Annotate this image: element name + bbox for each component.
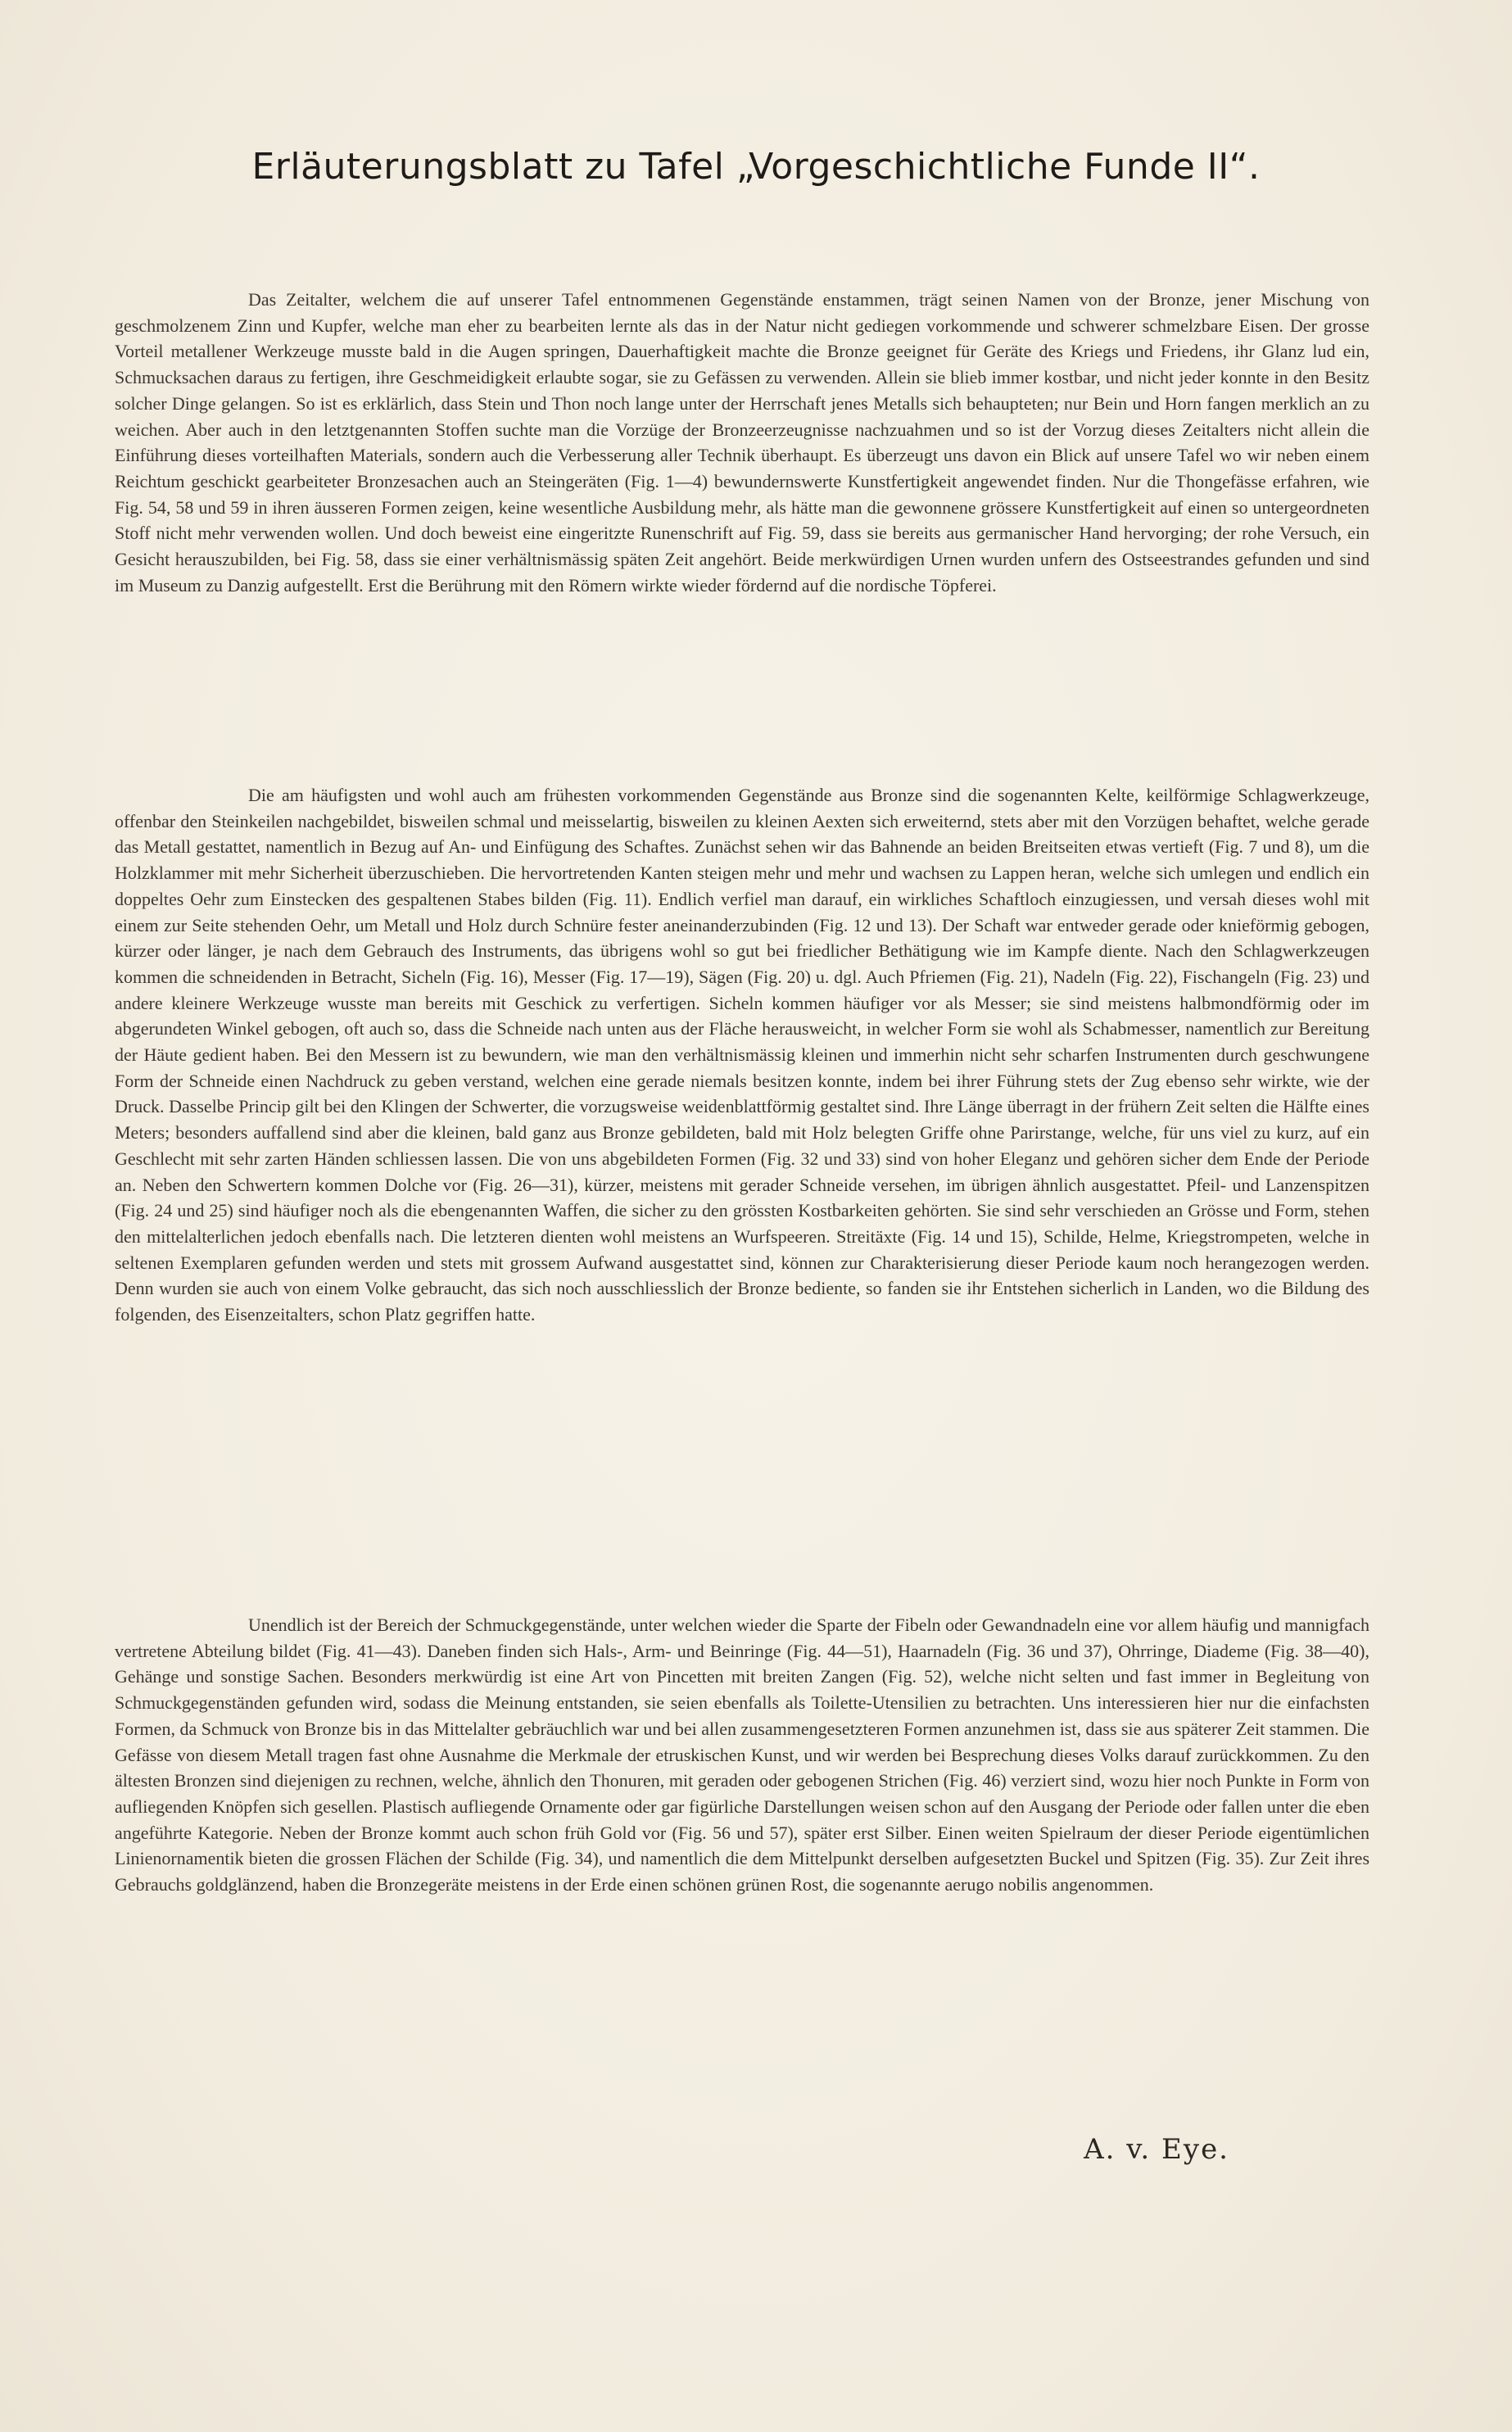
paragraph-tools-weapons xyxy=(115,782,1369,1328)
paragraph-jewelry xyxy=(115,1612,1369,1898)
paragraph-text: Die am häufigsten und wohl auch am frühesten vorkommenden Gegenstände aus Bronze sind die sogenannten Kelte, keilförmige Schlagwerkzeuge, offenbar den Steinkeilen nachgebildet, bisweilen schmal und meisselartig, bisweilen zu kleinen Aexten sich erweiternd, stets aber mit den Vorzügen behaftet, welche gerade das Metall gestattet, namentlich in Bezug auf An- und Einfügung des Schaftes. Zunächst sehen wir das Bahnende an beiden Breitseiten etwas vertieft (Fig. 7 und 8), um die Holzklammer mit mehr Sicherheit überzuschieben. Die hervortretenden Kanten steigen mehr und mehr und wachsen zu Lappen heran, welche sich umlegen und endlich ein doppeltes Oehr zum Einstecken des gespaltenen Stabes bilden (Fig. 11). Endlich verfiel man darauf, ein wirkliches Schaftloch einzugiessen, und versah dieses wohl mit einem zur Seite stehenden Oehr, um Metall und Holz durch Schnüre fester aneinanderzubinden (Fig. 12 und 13). Der Schaft war entweder gerade oder knieförmig gebogen, kürzer oder länger, je nach dem Gebrauch des Instruments, das übrigens wohl so gut bei friedlicher Bethätigung wie im Kampfe diente. Nach den Schlagwerkzeugen kommen die schneidenden in Betracht, Sicheln (Fig. 16), Messer (Fig. 17—19), Sägen (Fig. 20) u. dgl. Auch Pfriemen (Fig. 21), Nadeln (Fig. 22), Fischangeln (Fig. 23) und andere kleinere Werkzeuge wusste man bereits mit Geschick zu verfertigen. Sicheln kommen häufiger vor als Messer; sie sind meistens halbmondförmig oder im abgerundeten Winkel gebogen, oft auch so, dass die Schneide nach unten aus der Fläche herausweicht, in welcher Form sie wohl als Schabmesser, namentlich zur Bereitung der Häute gedient haben. Bei den Messern ist zu bewundern, wie man den verhältnismässig kleinen und immerhin nicht sehr scharfen Instrumenten durch geschwungene Form der Schneide einen Nachdruck zu geben verstand, welchen eine gerade niemals besitzen konnte, indem bei ihrer Führung stets der Zug ebenso sehr wirkte, wie der Druck. Dasselbe Princip gilt bei den Klingen der Schwerter, die vorzugsweise weidenblattförmig gestaltet sind. Ihre Länge überragt in der frühern Zeit selten die Hälfte eines Meters; besonders auffallend sind aber die kleinen, bald ganz aus Bronze gebildeten, bald mit Holz belegten Griffe ohne Parirstange, welche, für uns viel zu kurz, auf ein Geschlecht mit sehr zarten Händen schliessen lassen. Die von uns abgebildeten Formen (Fig. 32 und 33) sind von hoher Eleganz und gehören sicher dem Ende der Periode an. Neben den Schwertern kommen Dolche vor (Fig. 26—31), kürzer, meistens mit gerader Schneide versehen, im übrigen ähnlich ausgestattet. Pfeil- und Lanzenspitzen (Fig. 24 und 25) sind häufiger noch als die ebengenannten Waffen, die sicher zu den grössten Kostbarkeiten gehörten. Sie sind sehr verschieden an Grösse und Form, stehen den mittelalterlichen jedoch ebenfalls nach. Die letzteren dienten wohl meistens an Wurfspeeren. Streitäxte (Fig. 14 und 15), Schilde, Helme, Kriegstrompeten, welche in seltenen Exemplaren gefunden werden und stets mit grossem Aufwand ausgestattet sind, können zur Charakterisierung dieser Periode kaum noch herangezogen werden. Denn wurden sie auch von einem Volke gebraucht, das sich noch ausschliesslich der Bronze bediente, so fanden sie ihr Entstehen sicherlich in Landen, wo die Bildung des folgenden, des Eisenzeitalters, schon Platz gegriffen hatte. xyxy=(115,785,1369,1325)
paragraph-bronze-age-intro xyxy=(115,287,1369,598)
paragraph-text: Unendlich ist der Bereich der Schmuckgegenstände, unter welchen wieder die Sparte der Fibeln oder Gewandnadeln eine vor allem häufig und mannigfach vertretene Abteilung bildet (Fig. 41—43). Daneben finden sich Hals-, Arm- und Beinringe (Fig. 44—51), Haarnadeln (Fig. 36 und 37), Ohrringe, Diademe (Fig. 38—40), Gehänge und sonstige Sachen. Besonders merkwürdig ist eine Art von Pincetten mit breiten Zangen (Fig. 52), welche nicht selten und fast immer in Begleitung von Schmuckgegenständen gefunden wird, sodass die Meinung entstanden, sie seien ebenfalls als Toilette-Utensilien zu betrachten. Uns interessieren hier nur die einfachsten Formen, da Schmuck von Bronze bis in das Mittelalter gebräuchlich war und bei allen zusammengesetzteren Formen anzunehmen ist, dass sie aus späterer Zeit stammen. Die Gefässe von diesem Metall tragen fast ohne Ausnahme die Merkmale der etruskischen Kunst, und wir werden bei Besprechung dieses Volks darauf zurückkommen. Zu den ältesten Bronzen sind diejenigen zu rechnen, welche, ähnlich den Thonuren, mit geraden oder gebogenen Strichen (Fig. 46) verziert sind, wozu hier noch Punkte in Form von aufliegenden Knöpfen sich gesellen. Plastisch aufliegende Ornamente oder gar figürliche Darstellungen weisen schon auf den Ausgang der Periode oder fallen unter die eben angeführte Kategorie. Neben der Bronze kommt auch schon früh Gold vor (Fig. 56 und 57), später erst Silber. Einen weiten Spielraum der dieser Periode eigentümlichen Linienornamentik bieten die grossen Flächen der Schilde (Fig. 34), und namentlich die dem Mittelpunkt derselben aufgesetzten Buckel und Spitzen (Fig. 35). Zur Zeit ihres Gebrauchs goldglänzend, haben die Bronzegeräte meistens in der Erde einen schönen grünen Rost, die sogenannte aerugo nobilis angenommen. xyxy=(115,1615,1369,1895)
author-signature: A. v. Eye. xyxy=(1084,2133,1229,2166)
page-title: Erläuterungsblatt zu Tafel „Vorgeschichtliche Funde II“. xyxy=(251,146,1261,188)
paragraph-text: Das Zeitalter, welchem die auf unserer Tafel entnommenen Gegenstände enstammen, trägt seinen Namen von der Bronze, jener Mischung von geschmolzenem Zinn und Kupfer, welche man eher zu bearbeiten lernte als das in der Natur nicht gediegen vorkommende und schwerer schmelzbare Eisen. Der grosse Vorteil metallener Werkzeuge musste bald in die Augen springen, Dauerhaftigkeit machte die Bronze geeignet für Geräte des Kriegs und Friedens, ihr Glanz lud ein, Schmucksachen daraus zu fertigen, ihre Geschmeidigkeit erlaubte sogar, sie zu Gefässen zu verwenden. Allein sie blieb immer kostbar, und nicht jeder konnte in den Besitz solcher Dinge gelangen. So ist es erklärlich, dass Stein und Thon noch lange unter der Herrschaft jenes Metalls sich behaupteten; nur Bein und Horn fangen merklich an zu weichen. Aber auch in den letztgenannten Stoffen suchte man die Vorzüge der Bronzeerzeugnisse nachzuahmen und so ist der Vorzug dieses Zeitalters nicht allein die Einführung dieses vorteilhaften Materials, sondern auch die Verbesserung aller Technik überhaupt. Es überzeugt uns davon ein Blick auf unsere Tafel wo wir neben einem Reichtum geschickt gearbeiteter Bronzesachen auch an Steingeräten (Fig. 1—4) bewundernswerte Kunstfertigkeit angewendet finden. Nur die Thongefässe erfahren, wie Fig. 54, 58 und 59 in ihren äusseren Formen zeigen, keine wesentliche Ausbildung mehr, als hätte man die gewonnene grössere Kunstfertigkeit auf einen so untergeordneten Stoff nicht mehr verwenden wollen. Und doch beweist eine eingeritzte Runenschrift auf Fig. 59, dass sie bereits aus germanischer Hand hervorging; der rohe Versuch, ein Gesicht herauszubilden, bei Fig. 58, dass sie einer verhältnismässig späten Zeit angehört. Beide merkwürdigen Urnen wurden unfern des Ostseestrandes gefunden und sind im Museum zu Danzig aufgestellt. Erst die Berührung mit den Römern wirkte wieder fördernd auf die nordische Töpferei. xyxy=(115,289,1369,596)
